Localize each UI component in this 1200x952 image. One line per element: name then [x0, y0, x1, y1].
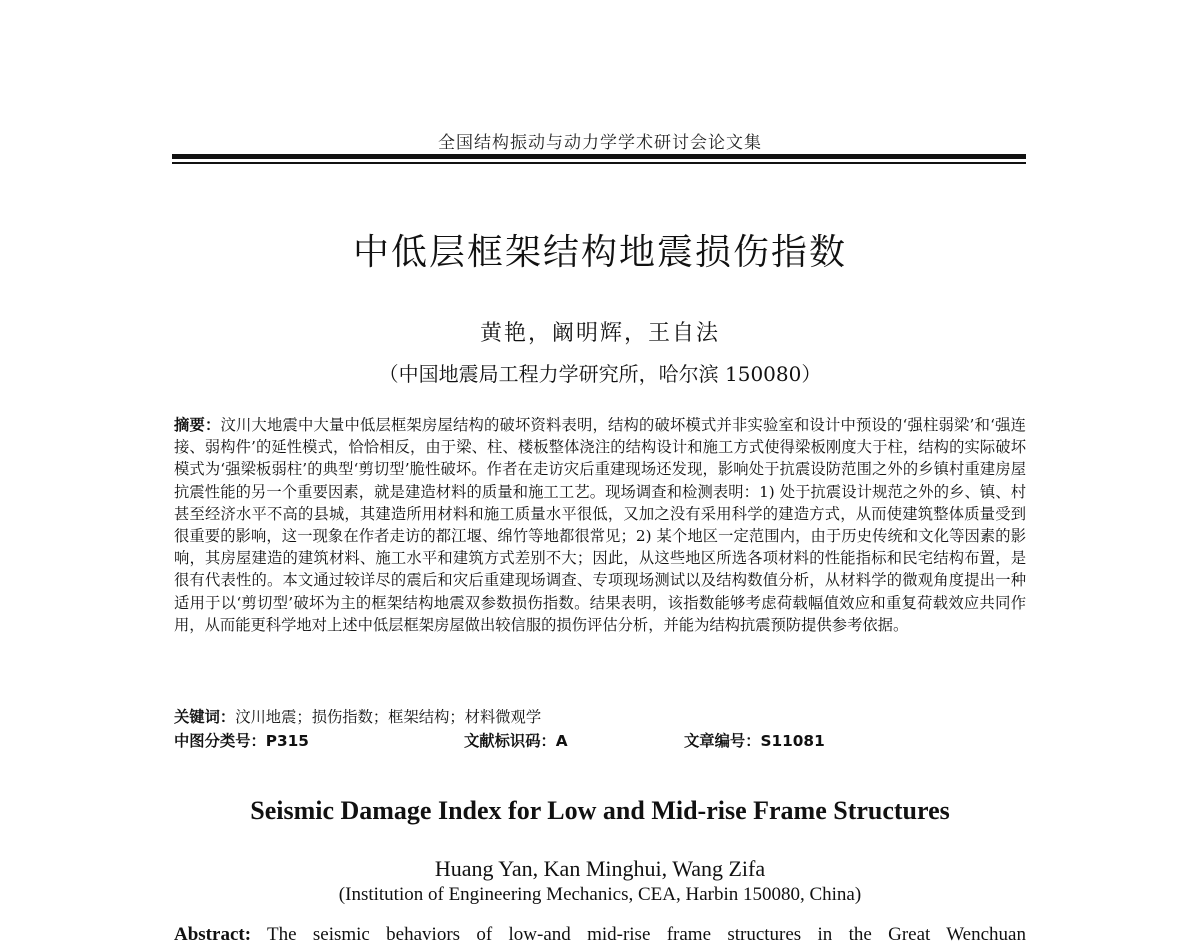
header-rule-thin: [172, 162, 1026, 164]
keywords-label-cn: 关键词：: [174, 708, 236, 726]
abstract-text-cn: 汶川大地震中大量中低层框架房屋结构的破坏资料表明，结构的破坏模式并非实验室和设计中预设的‘强柱弱梁’和‘强连接、弱构件’的延性模式，恰恰相反，由于梁、柱、楼板整体浇注的结构设计和施工方式使得梁板刚度大于柱，结构的实际破坏模式为‘强梁板弱柱’的典型‘剪切型’脆性破坏。作者在走访灾后重建现场还发现，影响处于抗震设防范围之外的乡镇村重建房屋抗震性能的另一个重要因素，就是建造材料的质量和施工工艺。现场调查和检测表明：1) 处于抗震设计规范之外的乡、镇、村甚至经济水平不高的县城，其建造所用材料和施工质量水平很低，又加之没有采用科学的建造方式，从而使建筑整体质量受到很重要的影响，这一现象在作者走访的都江堰、绵竹等地都很常见；2) 某个地区一定范围内，由于历史传统和文化等因素的影响，其房屋建造的建筑材料、施工水平和建筑方式差别不大；因此，从这些地区所选各项材料的性能指标和民宅结构布置，是很有代表性的。本文通过较详尽的震后和灾后重建现场调查、专项现场测试以及结构数值分析，从材料学的微观角度提出一种适用于以‘剪切型’破坏为主的框架结构地震双参数损伤指数。结果表明，该指数能够考虑荷载幅值效应和重复荷载效应共同作用，从而能更科学地对上述中低层框架房屋做出较信服的损伤评估分析，并能为结构抗震预防提供参考依据。: [174, 416, 1026, 634]
keywords-text-cn: 汶川地震；损伤指数；框架结构；材料微观学: [235, 708, 542, 726]
article-number: 文章编号：S11081: [684, 732, 825, 750]
affiliation-en: (Institution of Engineering Mechanics, CEA, Harbin 150080, China): [338, 884, 862, 905]
paper-title-cn: 中低层框架结构地震损伤指数: [352, 232, 847, 273]
clc-number: 中图分类号：P315: [174, 732, 309, 750]
abstract-text-en: The seismic behaviors of low-and mid-rise frame structures in the Great Wenchuan: [267, 924, 1026, 945]
affiliation-cn: （中国地震局工程力学研究所，哈尔滨 150080）: [378, 362, 822, 386]
abstract-label-cn: 摘要：: [174, 416, 221, 434]
authors-cn: 黄艳，阚明辉，王自法: [479, 321, 720, 346]
authors-en: Huang Yan, Kan Minghui, Wang Zifa: [434, 856, 766, 881]
running-header: 全国结构振动与动力学学术研讨会论文集: [438, 133, 762, 153]
keywords-cn: [174, 705, 1026, 727]
abstract-en: [174, 922, 1026, 948]
header-rule-thick: [172, 154, 1026, 159]
abstract-label-en: Abstract:: [174, 924, 252, 945]
paper-title-en: Seismic Damage Index for Low and Mid-rise Frame Structures: [250, 796, 950, 825]
abstract-cn: [174, 414, 1026, 636]
document-code: 文献标识码：A: [464, 732, 568, 750]
